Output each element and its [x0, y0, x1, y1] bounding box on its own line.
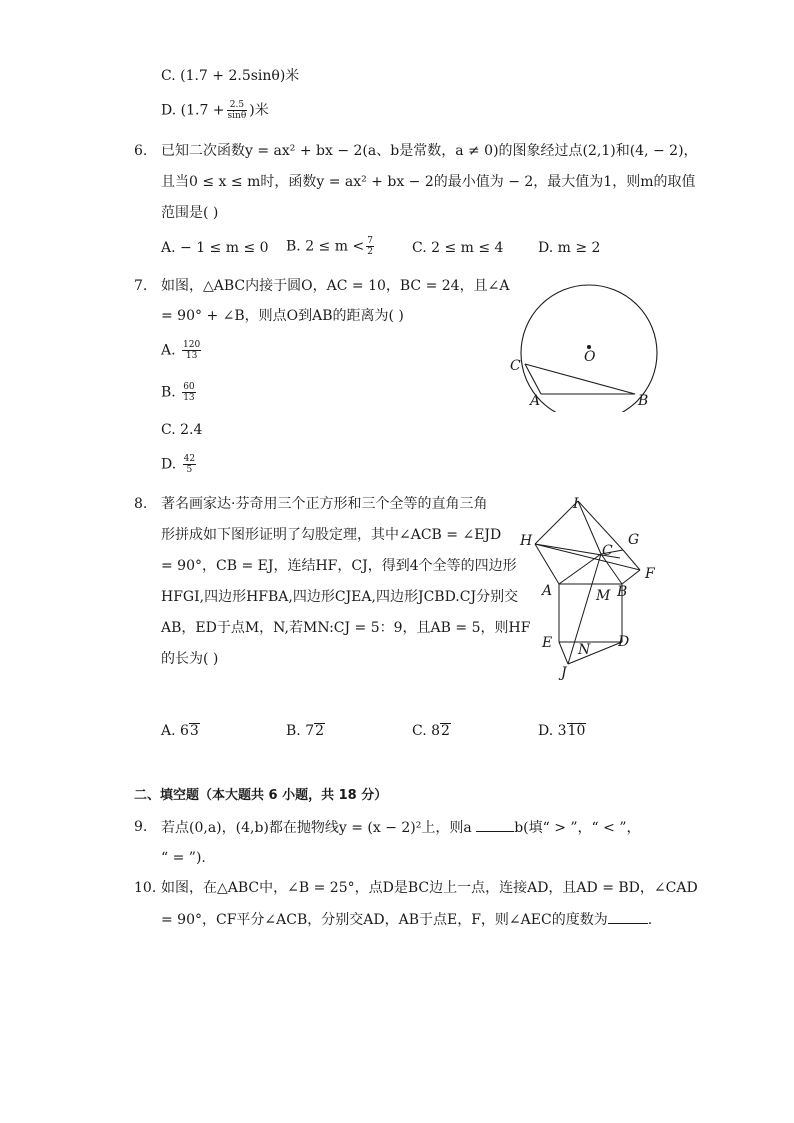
q7-side-cb: [525, 364, 635, 394]
q8-label-e: E: [542, 635, 553, 651]
q8-stem-line2: 形拼成如下图形证明了勾股定理，其中∠ACB = ∠EJD: [161, 527, 502, 543]
q6-stem-line1: 已知二次函数y = ax² + bx − 2(a、b是常数，a ≠ 0)的图象经过点(2,1)和(4, − 2)，: [161, 143, 698, 159]
q8-stem-line4: HFGI,四边形HFBA,四边形CJEA,四边形JCBD.CJ分别交: [161, 589, 519, 605]
q7-option-b: B. $\frac{60}{13}$: [161, 382, 195, 403]
q7-option-d: D. $\frac{42}{5}$: [161, 454, 196, 475]
q7-option-c: C. 2.4: [161, 422, 203, 438]
q8-stem-line6: 的长为( ): [161, 651, 219, 667]
q8-label-f: F: [645, 566, 655, 582]
q10-stem-line2: = 90°，CF平分∠ACB，分别交AD，AB于点E，F，则∠AEC的度数为 .: [161, 909, 652, 930]
q6-option-a: A. − 1 ≤ m ≤ 0: [161, 240, 269, 256]
section-heading: 二、填空题（本大题共 6 小题，共 18 分）: [134, 788, 388, 803]
q7-label-o: O: [584, 349, 596, 365]
q8-option-a: A. 63: [161, 723, 199, 739]
q9-stem-line2: “ = ”).: [161, 850, 206, 866]
q8-label-d: D: [618, 634, 630, 650]
q7-circle-figure: [500, 272, 670, 412]
q10-answer-blank[interactable]: [608, 909, 648, 924]
q8-pythagoras-figure: [512, 490, 672, 685]
q8-label-a: A: [542, 583, 553, 599]
q7-label-b: B: [638, 393, 649, 409]
q10-number: 10.: [134, 880, 157, 896]
q6-stem-line3: 范围是( ): [161, 205, 219, 221]
q6-stem-line2: 且当0 ≤ x ≤ m时，函数y = ax² + bx − 2的最小值为 − 2，最大值为1，则m的取值: [161, 174, 696, 190]
q6-option-d: D. m ≥ 2: [538, 240, 601, 256]
prev-option-d: D. (1.7 + $\frac{2.5}{\sin\theta}$ )米: [161, 100, 269, 121]
q8-label-m: M: [596, 588, 611, 604]
q7-stem-line2: = 90° + ∠B，则点O到AB的距离为( ): [161, 308, 404, 324]
q7-label-a: A: [530, 393, 541, 409]
q7-side-ca: [525, 364, 541, 394]
q8-stem-line3: = 90°，CB = EJ，连结HF，CJ，得到4个全等的四边形: [161, 558, 517, 574]
q9-stem-line1: 若点(0,a)，(4,b)都在抛物线y = (x − 2)²上，则a b(填“ > ”，“ < ”，: [161, 817, 641, 838]
q7-option-a: A. $\frac{120}{13}$: [161, 340, 201, 361]
prev-option-c: C. (1.7 + 2.5sinθ)米: [161, 68, 300, 84]
q8-label-j: J: [561, 665, 567, 681]
q8-label-h: H: [520, 533, 533, 549]
q8-label-b: B: [617, 584, 628, 600]
q7-label-c: C: [510, 358, 521, 374]
q6-option-c: C. 2 ≤ m ≤ 4: [412, 240, 504, 256]
q8-label-g: G: [628, 532, 640, 548]
q8-number: 8.: [134, 496, 148, 512]
q7-number: 7.: [134, 278, 148, 294]
q8-label-c: C: [602, 543, 613, 559]
q8-label-n: N: [578, 642, 591, 658]
q9-answer-blank[interactable]: [476, 817, 514, 832]
q8-option-b: B. 72: [286, 723, 325, 739]
q9-number: 9.: [134, 819, 148, 835]
q7-stem-line1: 如图，△ABC内接于圆O，AC = 10，BC = 24，且∠A: [161, 278, 510, 294]
q8-label-i: I: [573, 496, 579, 512]
q10-stem-line1: 如图，在△ABC中，∠B = 25°，点D是BC边上一点，连接AD，且AD = BD，∠CAD: [161, 880, 698, 896]
q8-option-c: C. 82: [412, 723, 450, 739]
q6-number: 6.: [134, 143, 148, 159]
q8-stem-line1: 著名画家达·芬奇用三个正方形和三个全等的直角三角: [161, 496, 488, 512]
q8-option-d: D. 310: [538, 723, 586, 739]
q6-option-b: B. 2 ≤ m < $\frac{7}{2}$: [286, 236, 373, 257]
q8-stem-line5: AB，ED于点M，N,若MN:CJ = 5：9，且AB = 5，则HF: [161, 620, 531, 636]
